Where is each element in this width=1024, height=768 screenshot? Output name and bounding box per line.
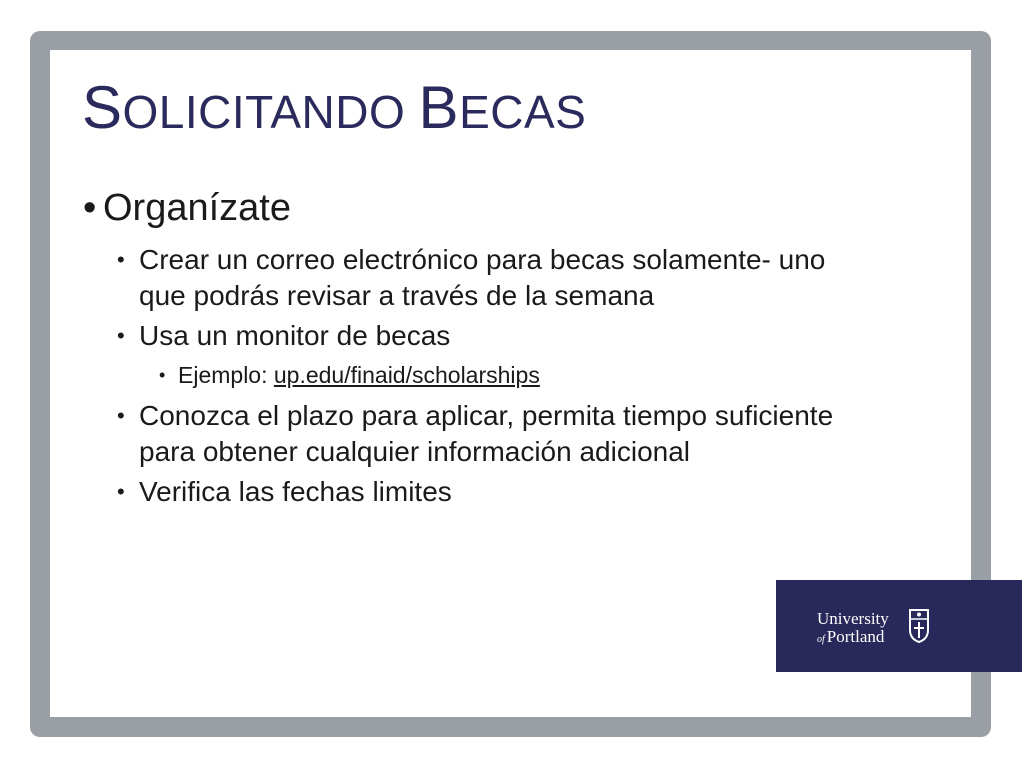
logo-wordmark xyxy=(817,610,889,649)
bullet-item-3 xyxy=(83,398,933,470)
title-initial-1: S xyxy=(82,74,123,141)
title-space xyxy=(405,86,418,138)
slide-title xyxy=(82,74,587,141)
bullet-item-3-line2: para obtener cualquier información adicional xyxy=(139,436,691,467)
bullet-list xyxy=(83,186,933,510)
logo-line-university: University xyxy=(817,609,889,628)
bullet-item-1 xyxy=(83,242,933,314)
university-logo xyxy=(776,580,1022,672)
university-crest-icon xyxy=(908,608,930,644)
bullet-item-1-line2: que podrás revisar a través de la semana xyxy=(139,280,655,311)
bullet-item-2: • Usa un monitor de becas xyxy=(83,318,933,354)
bullet-item-3-line1: Conozca el plazo para aplicar, permita tiempo suficiente xyxy=(139,400,834,431)
logo-of: of xyxy=(817,634,825,645)
title-rest-2: ECAS xyxy=(459,86,587,138)
scholarships-link[interactable]: up.edu/finaid/scholarships xyxy=(273,362,540,388)
logo-line-portland xyxy=(817,628,889,649)
bullet-item-4: • Verifica las fechas limites xyxy=(83,474,933,510)
bullet-subitem-example xyxy=(83,360,933,390)
bullet-item-1-line1: Crear un correo electrónico para becas solamente- uno xyxy=(139,244,826,275)
bullet-main: • Organízate xyxy=(83,186,933,230)
example-prefix: Ejemplo: xyxy=(178,362,274,388)
title-rest-1: OLICITANDO xyxy=(122,86,406,138)
logo-portland: Portland xyxy=(826,627,885,646)
title-initial-2: B xyxy=(418,74,460,141)
